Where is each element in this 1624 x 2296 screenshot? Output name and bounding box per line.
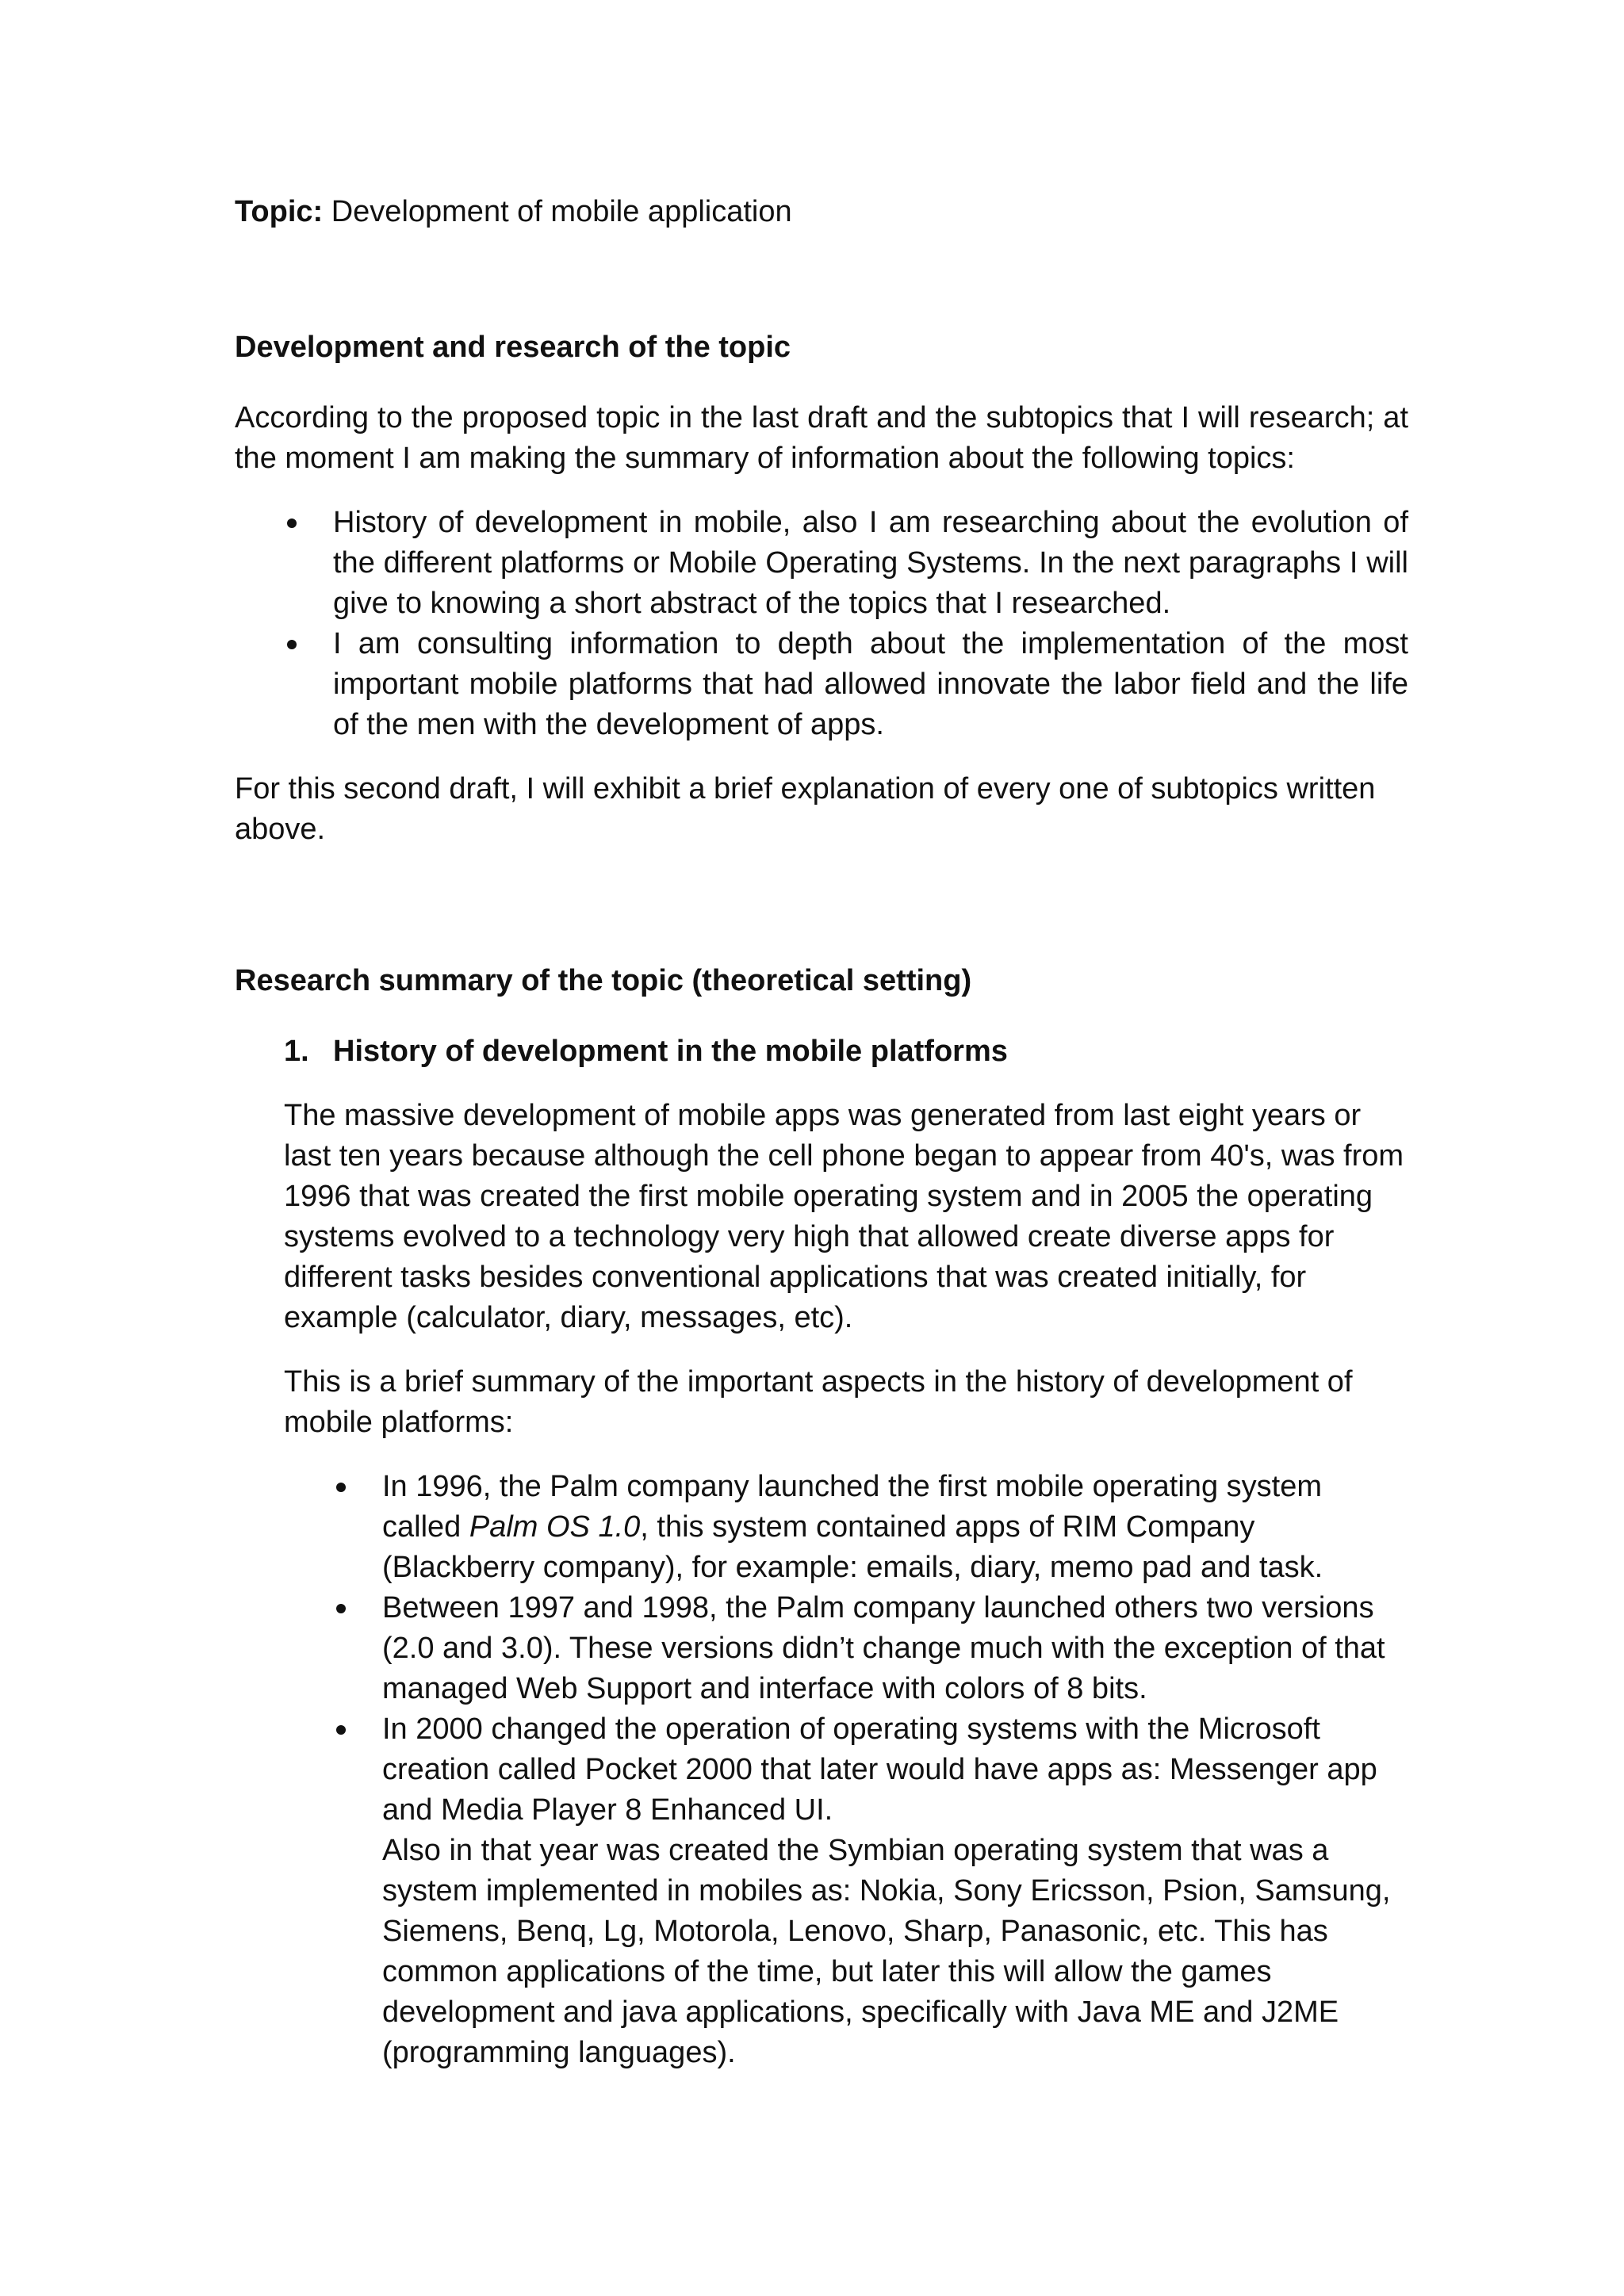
intro-paragraph: According to the proposed topic in the last draft and the subtopics that I will research; at the moment I am making the summary of information about the following topics:: [235, 401, 1408, 475]
list-item-text-before: In 1996, the Palm company launched the first mobile operating system called: [382, 1470, 1322, 1544]
bullet-icon: [287, 640, 297, 649]
summary-intro-paragraph: This is a brief summary of the important aspects in the history of development of mobile platforms:: [284, 1365, 1353, 1439]
palm-os-name: Palm OS 1.0: [469, 1510, 641, 1544]
subsection-title: History of development in the mobile platforms: [333, 1035, 1008, 1068]
list-item-text: Between 1997 and 1998, the Palm company launched others two versions (2.0 and 3.0). These versions didn’t change much with the exception of that managed Web Support and interface with colors of 8 bits.: [382, 1591, 1385, 1705]
subsection-number: 1.: [284, 1035, 309, 1068]
list-item: [284, 1709, 1408, 2073]
bullet-icon: [336, 1483, 346, 1492]
document-body: [235, 192, 1408, 2073]
topic-label: Topic:: [235, 195, 324, 228]
list-item: [284, 1588, 1408, 1709]
subsection-heading: [235, 1031, 1408, 1072]
topic-line: [235, 192, 1408, 232]
bullet-icon: [336, 1725, 346, 1735]
list-item: [235, 624, 1408, 745]
section-heading-development: Development and research of the topic: [235, 331, 791, 364]
section-spacer: [235, 874, 1408, 961]
list-item-text: I am consulting information to depth about the implementation of the most important mobile platforms that had allowed innovate the labor field and the life of the men with the development of apps.: [333, 627, 1408, 741]
bullet-icon: [287, 519, 297, 528]
list-item-continuation: Also in that year was created the Symbian operating system that was a system implemented in mobiles as: Nokia, Sony Ericsson, Psion, Samsung, Siemens, Benq, Lg, Motorola, Lenovo, Sharp, Panasonic, etc. This has common applications of the time, but later this will allow the games development and java applications, specifically with Java ME and J2ME (programming languages).: [382, 1834, 1391, 2069]
history-paragraph: The massive development of mobile apps was generated from last eight years or last ten years because although the cell phone began to appear from 40's, was from 1996 that was created the first mobile operating system and in 2005 the operating systems evolved to a technology very high that allowed create diverse apps for different tasks besides conventional applications that was created initially, for example (calculator, diary, messages, etc).: [284, 1099, 1404, 1334]
topic-value: Development of mobile application: [323, 195, 792, 228]
history-bullet-list: [235, 1467, 1408, 2073]
list-item: [284, 1467, 1408, 1588]
list-item-text-after: , this system contained apps of RIM Company (Blackberry company), for example: emails, diary, memo pad and task.: [382, 1510, 1323, 1584]
list-item-text: History of development in mobile, also I am researching about the evolution of the different platforms or Mobile Operating Systems. In the next paragraphs I will give to knowing a short abstract of the topics that I researched.: [333, 506, 1408, 620]
list-item-text: In 2000 changed the operation of operating systems with the Microsoft creation called Pocket 2000 that later would have apps as: Messenger app and Media Player 8 Enhanced UI.: [382, 1712, 1377, 1827]
topics-bullet-list: [235, 503, 1408, 745]
section-heading-research-summary: Research summary of the topic (theoretical setting): [235, 964, 972, 997]
bullet-icon: [336, 1604, 346, 1613]
list-item: [235, 503, 1408, 624]
closing-paragraph: For this second draft, I will exhibit a brief explanation of every one of subtopics written above.: [235, 772, 1376, 846]
